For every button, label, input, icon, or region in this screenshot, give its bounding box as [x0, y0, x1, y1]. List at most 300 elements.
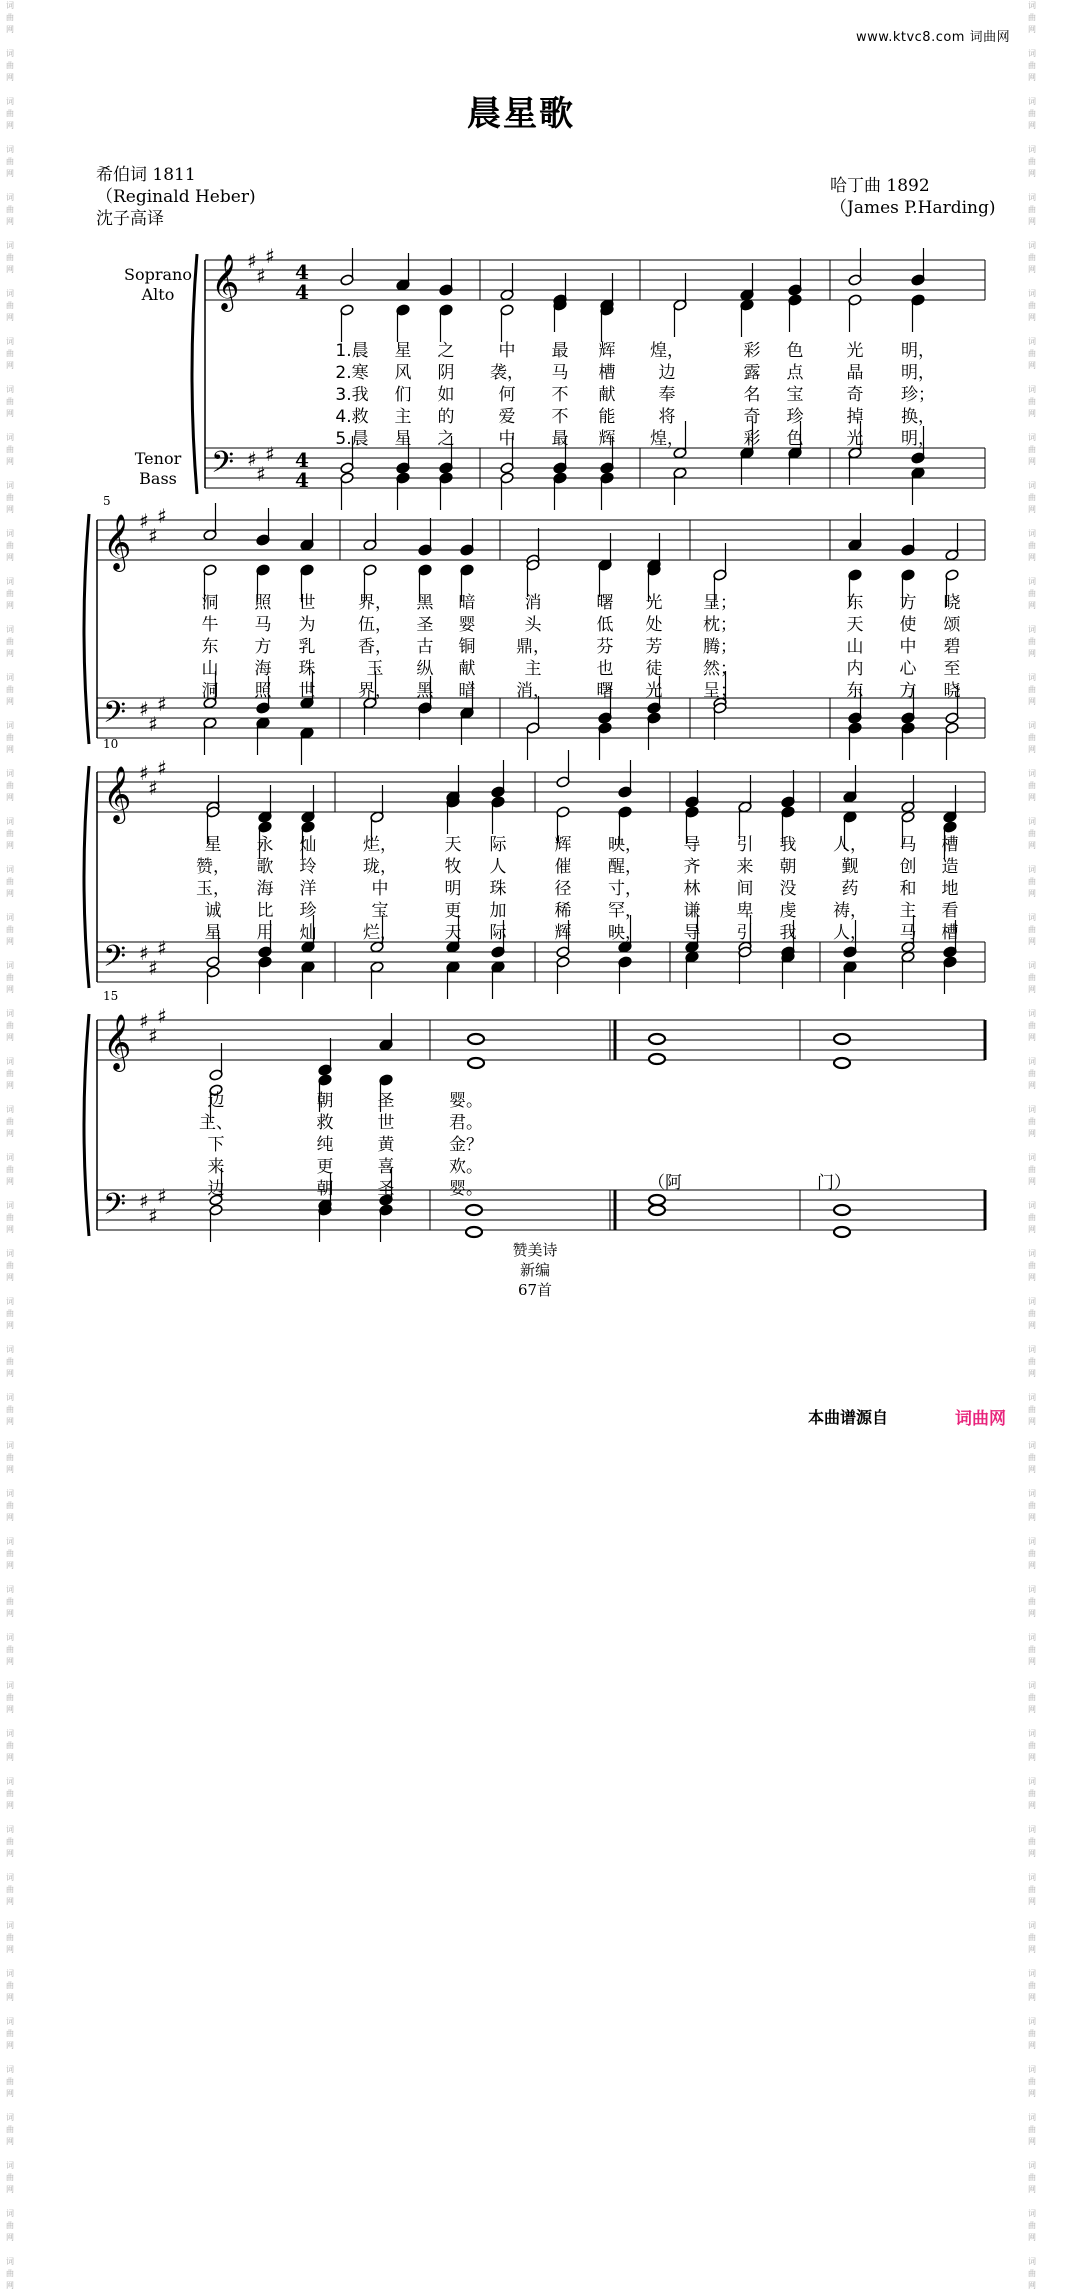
- whole-note: [649, 1054, 665, 1064]
- key-sharp: ♯: [157, 1004, 167, 1028]
- whole-note: [834, 1058, 850, 1068]
- lyric-syllable: 将: [658, 407, 676, 427]
- system2-lyrics-verse-4: [0, 654, 1042, 679]
- lyric-syllable: 洞: [201, 593, 219, 613]
- lyric-syllable: 枕；: [703, 615, 737, 635]
- lyric-syllable: 星: [394, 341, 412, 361]
- translator: 沈子高译: [96, 209, 164, 229]
- lyric-syllable: 奇: [846, 385, 864, 405]
- lyric-syllable: 鼎，: [516, 637, 550, 657]
- lyric-syllable: 曙: [596, 681, 614, 701]
- lyric-syllable: 救: [316, 1113, 334, 1133]
- whole-note: [834, 1205, 850, 1215]
- lyric-syllable: 颂: [943, 615, 961, 635]
- lyric-syllable: 色: [786, 341, 804, 361]
- lyric-syllable: 边: [207, 1179, 225, 1199]
- lyric-syllable: 朝: [316, 1179, 334, 1199]
- lyric-syllable: 金？: [449, 1135, 483, 1155]
- treble-clef-icon: 𝄞: [103, 1014, 132, 1070]
- lyric-syllable: 东: [846, 593, 864, 613]
- lyric-syllable: 珠: [489, 879, 507, 899]
- treble-clef-icon: 𝄞: [211, 254, 240, 310]
- lyric-syllable: 诚: [204, 901, 222, 921]
- lyric-syllable: 人，: [833, 923, 867, 943]
- lyric-syllable: 婴: [458, 615, 476, 635]
- lyric-syllable: 圣: [377, 1179, 395, 1199]
- system3-lyrics-verse-1: [0, 830, 1042, 855]
- lyric-syllable: 彩: [743, 341, 761, 361]
- lyric-syllable: 暗: [458, 681, 476, 701]
- key-sharp: ♯: [157, 936, 167, 960]
- lyric-syllable: 玉，: [196, 879, 230, 899]
- lyric-syllable: 下: [207, 1135, 225, 1155]
- lyric-syllable: 映，: [608, 923, 642, 943]
- lyric-syllable: 马: [551, 363, 569, 383]
- lyric-syllable: 主: [394, 407, 412, 427]
- lyric-syllable: 消: [524, 593, 542, 613]
- lyric-syllable: 晓: [943, 593, 961, 613]
- lyric-syllable: 3.我: [335, 385, 369, 405]
- lyric-syllable: 我: [779, 923, 797, 943]
- lyric-syllable: 主、: [199, 1113, 233, 1133]
- whole-note: [834, 1227, 850, 1237]
- whole-note: [468, 1034, 484, 1044]
- whole-note: [466, 1227, 482, 1237]
- lyric-syllable: 珑，: [363, 857, 397, 877]
- treble-clef-icon: 𝄞: [103, 766, 132, 822]
- lyric-syllable: 之: [437, 429, 455, 449]
- lyric-syllable: 马: [899, 835, 917, 855]
- source-hymnal: 赞美诗: [512, 1241, 558, 1259]
- system3-lyrics-verse-2: [0, 852, 1042, 877]
- key-sharp: ♯: [148, 956, 158, 980]
- lyric-syllable: 芬: [596, 637, 614, 657]
- whole-note: [649, 1205, 665, 1215]
- lyric-syllable: 暗: [458, 593, 476, 613]
- lyric-syllable: 牧: [444, 857, 462, 877]
- lyric-syllable: 天: [444, 923, 462, 943]
- lyric-syllable: 光: [846, 429, 864, 449]
- lyric-syllable: 珍: [299, 901, 317, 921]
- lyric-syllable: 煌，: [650, 341, 684, 361]
- lyric-syllable: 们: [394, 385, 412, 405]
- lyric-syllable: 呈；: [703, 681, 737, 701]
- lyric-syllable: 来: [207, 1157, 225, 1177]
- lyric-syllable: 永: [256, 835, 274, 855]
- system3-lyrics-verse-5: [0, 918, 1042, 943]
- lyric-syllable: 主: [899, 901, 917, 921]
- source-edition: 新编: [519, 1261, 550, 1279]
- lyric-syllable: 谦: [683, 901, 701, 921]
- soprano-label: Soprano: [124, 265, 192, 284]
- bass-clef-icon: 𝄢: [211, 446, 235, 487]
- lyric-syllable: 东: [846, 681, 864, 701]
- lyric-syllable: 奉: [658, 385, 676, 405]
- lyric-syllable: 铜: [458, 637, 476, 657]
- lyric-syllable: 比: [256, 901, 274, 921]
- lyric-syllable: 光: [846, 341, 864, 361]
- lyric-syllable: 献: [598, 385, 616, 405]
- lyric-syllable: 玉: [366, 659, 384, 679]
- time-sig-bottom: 4: [295, 468, 309, 492]
- site-header: www.ktvc8.com 词曲网: [856, 30, 1011, 45]
- lyric-syllable: 名: [743, 385, 761, 405]
- lyric-syllable: 辉: [554, 835, 572, 855]
- lyric-syllable: 边: [207, 1091, 225, 1111]
- source-number: 67首: [517, 1281, 553, 1299]
- lyric-syllable: 曙: [596, 593, 614, 613]
- lyric-syllable: 造: [941, 857, 959, 877]
- lyric-syllable: 玲: [299, 857, 317, 877]
- lyric-syllable: 罕，: [608, 901, 642, 921]
- whole-note: [834, 1034, 850, 1044]
- time-sig-top: 4: [295, 448, 309, 472]
- lyric-syllable: 灿: [299, 835, 317, 855]
- lyric-syllable: 世: [298, 681, 316, 701]
- lyric-syllable: 最: [551, 429, 569, 449]
- lyric-syllable: 引: [736, 923, 754, 943]
- key-sharp: ♯: [157, 1184, 167, 1208]
- amen-syllable: 门）: [817, 1173, 851, 1193]
- lyric-syllable: 映，: [608, 835, 642, 855]
- lyric-syllable: 古: [416, 637, 434, 657]
- composer-original: （James P.Harding): [830, 198, 996, 218]
- lyric-syllable: 照: [254, 681, 272, 701]
- lyric-syllable: 袭，: [490, 363, 524, 383]
- lyric-syllable: 洋: [299, 879, 317, 899]
- key-sharp: ♯: [247, 249, 257, 273]
- lyric-syllable: 之: [437, 341, 455, 361]
- treble-clef-icon: 𝄞: [103, 514, 132, 570]
- lyricist-name: 希伯词 1811: [96, 165, 196, 185]
- lyric-syllable: 卑: [736, 901, 754, 921]
- lyric-syllable: 香，: [358, 637, 392, 657]
- lyric-syllable: 明，: [901, 341, 935, 361]
- lyric-syllable: 地: [941, 879, 959, 899]
- lyric-syllable: 烂，: [363, 923, 397, 943]
- lyric-syllable: 纵: [416, 659, 434, 679]
- whole-note: [468, 1058, 484, 1068]
- lyric-syllable: 然；: [703, 659, 737, 679]
- lyric-syllable: 能: [598, 407, 616, 427]
- source-note: [0, 1240, 1070, 1300]
- key-sharp: ♯: [157, 756, 167, 780]
- system3-lyrics-verse-4: [0, 896, 1042, 921]
- lyric-syllable: 天: [444, 835, 462, 855]
- lyric-syllable: 用: [256, 923, 274, 943]
- right-watermark-strip: 词 曲 网 词 曲 网 词 曲 网 词 曲 网 词 曲 网 词 曲 网 词 曲 网 词 曲 网 词 曲 网 词 曲 网 词 曲 网 词 曲 网 词 曲 网 词 曲 网 词 曲 网 词 曲 网 词 曲 网 词 曲 网 词 曲 网 词 曲 网 词 曲 网 词 曲 网 词 曲 网 词 曲 网 词 曲 网 词 曲 网 词 曲 网 词 曲 网 词 曲 网 词 曲 网 词 曲 网 词 曲 网 词 曲 网 词 曲 网 词 曲 网 词 曲 网 词 曲 网 词 曲 网 词 曲 网 词 曲 网 词 曲 网 词 曲 网 词 曲 网 词 曲 网 词 曲 网 词 曲 网 词 曲 网 词 曲 网: [1028, 1, 1036, 2290]
- key-sharp: ♯: [256, 264, 266, 288]
- lyric-syllable: 内: [846, 659, 864, 679]
- lyric-syllable: 辉: [598, 341, 616, 361]
- lyric-syllable: 也: [596, 659, 614, 679]
- page-title: 晨星歌: [467, 94, 575, 134]
- time-sig-bottom: 4: [295, 280, 309, 304]
- lyric-syllable: 朝: [779, 857, 797, 877]
- key-sharp: ♯: [148, 1204, 158, 1228]
- lyric-syllable: 珍: [786, 407, 804, 427]
- footer-logo[interactable]: 词曲网: [955, 1409, 1006, 1429]
- system2-lyrics-verse-2: [0, 610, 1042, 635]
- lyric-syllable: 世: [298, 593, 316, 613]
- footer-source: 本曲谱源自: [808, 1408, 889, 1427]
- lyric-syllable: 芳: [645, 637, 663, 657]
- lyric-syllable: 马: [254, 615, 272, 635]
- lyric-syllable: 方: [899, 681, 917, 701]
- system3-lyrics-verse-3: [0, 874, 1042, 899]
- lyric-syllable: 喜: [377, 1157, 395, 1177]
- lyric-syllable: 阴: [437, 363, 455, 383]
- lyric-syllable: 明，: [901, 429, 935, 449]
- lyric-syllable: 祷，: [833, 901, 867, 921]
- system4-lyrics-verse-3: [0, 1130, 1042, 1155]
- tenor-label: Tenor: [134, 449, 182, 468]
- system2-lyrics-verse-3: [0, 632, 1042, 657]
- lyric-syllable: 处: [645, 615, 663, 635]
- lyric-syllable: 世: [377, 1113, 395, 1133]
- lyric-syllable: 光: [645, 681, 663, 701]
- left-watermark-strip: 词 曲 网 词 曲 网 词 曲 网 词 曲 网 词 曲 网 词 曲 网 词 曲 网 词 曲 网 词 曲 网 词 曲 网 词 曲 网 词 曲 网 词 曲 网 词 曲 网 词 曲 网 词 曲 网 词 曲 网 词 曲 网 词 曲 网 词 曲 网 词 曲 网 词 曲 网 词 曲 网 词 曲 网 词 曲 网 词 曲 网 词 曲 网 词 曲 网 词 曲 网 词 曲 网 词 曲 网 词 曲 网 词 曲 网 词 曲 网 词 曲 网 词 曲 网 词 曲 网 词 曲 网 词 曲 网 词 曲 网 词 曲 网 词 曲 网 词 曲 网 词 曲 网 词 曲 网 词 曲 网 词 曲 网 词 曲 网: [6, 1, 14, 2290]
- lyric-syllable: 灿: [299, 923, 317, 943]
- lyric-syllable: 换，: [901, 407, 935, 427]
- lyric-syllable: 婴。: [449, 1091, 483, 1111]
- key-sharp: ♯: [265, 244, 275, 268]
- lyric-syllable: 际: [489, 835, 507, 855]
- lyric-syllable: 创: [899, 857, 917, 877]
- system1-lyrics-verse-3: [0, 380, 1042, 405]
- lyric-syllable: 中: [498, 429, 516, 449]
- key-sharp: ♯: [256, 462, 266, 486]
- system2-lyrics-verse-1: [0, 588, 1042, 613]
- lyric-syllable: 径: [554, 879, 572, 899]
- lyric-syllable: 山: [846, 637, 864, 657]
- lyric-syllable: 醒，: [608, 857, 642, 877]
- lyric-syllable: 色: [786, 429, 804, 449]
- lyric-syllable: 晓: [943, 681, 961, 701]
- lyric-syllable: 心: [899, 659, 917, 679]
- lyric-syllable: 寸，: [608, 879, 642, 899]
- system4-lyrics-verse-2: [0, 1108, 1042, 1133]
- key-sharp: ♯: [148, 524, 158, 548]
- lyric-syllable: 煌，: [650, 429, 684, 449]
- lyric-syllable: 槽: [941, 835, 959, 855]
- key-sharp: ♯: [157, 692, 167, 716]
- lyric-syllable: 欢。: [449, 1157, 483, 1177]
- lyric-syllable: 方: [254, 637, 272, 657]
- key-sharp: ♯: [139, 697, 149, 721]
- lyric-syllable: 点: [786, 363, 804, 383]
- lyric-syllable: 圣: [377, 1091, 395, 1111]
- key-sharp: ♯: [247, 447, 257, 471]
- lyric-syllable: 来: [736, 857, 754, 877]
- system2-lyrics-verse-5: [0, 676, 1042, 701]
- lyric-syllable: 齐: [683, 857, 701, 877]
- lyric-syllable: 圣: [416, 615, 434, 635]
- alto-label: Alto: [141, 285, 175, 304]
- lyric-syllable: 珍；: [901, 385, 935, 405]
- composer-name: 哈丁曲 1892: [830, 176, 930, 196]
- lyric-syllable: 宝: [371, 901, 389, 921]
- lyric-syllable: 明: [444, 879, 462, 899]
- lyric-syllable: 黑: [416, 681, 434, 701]
- lyric-syllable: 山: [201, 659, 219, 679]
- lyric-syllable: 更: [316, 1157, 334, 1177]
- lyric-syllable: 光: [645, 593, 663, 613]
- lyric-syllable: 彩: [743, 429, 761, 449]
- key-sharp: ♯: [139, 1009, 149, 1033]
- lyric-syllable: 星: [394, 429, 412, 449]
- lyric-syllable: 和: [899, 879, 917, 899]
- lyric-syllable: 洞: [201, 681, 219, 701]
- lyric-syllable: 为: [298, 615, 316, 635]
- lyric-syllable: 婴。: [449, 1179, 483, 1199]
- lyric-syllable: 海: [256, 879, 274, 899]
- lyric-syllable: 边: [658, 363, 676, 383]
- lyric-syllable: 的: [437, 407, 455, 427]
- lyric-syllable: 槽: [598, 363, 616, 383]
- lyric-syllable: 风: [394, 363, 412, 383]
- lyric-syllable: 星: [204, 835, 222, 855]
- lyric-syllable: 露: [743, 363, 761, 383]
- lyric-syllable: 头: [524, 615, 542, 635]
- lyric-syllable: 赞，: [196, 857, 230, 877]
- lyric-syllable: 催: [554, 857, 572, 877]
- system1-lyrics-verse-4: [0, 402, 1042, 427]
- lyric-syllable: 间: [736, 879, 754, 899]
- lyric-syllable: 何: [498, 385, 516, 405]
- lyric-syllable: 晶: [846, 363, 864, 383]
- lyric-syllable: 界，: [358, 593, 392, 613]
- whole-note: [649, 1034, 665, 1044]
- key-sharp: ♯: [265, 442, 275, 466]
- lyric-syllable: 照: [254, 593, 272, 613]
- lyric-syllable: 引: [736, 835, 754, 855]
- key-sharp: ♯: [157, 504, 167, 528]
- amen-syllable: （阿: [648, 1173, 682, 1193]
- lyric-syllable: 不: [551, 385, 569, 405]
- lyric-syllable: 献: [458, 659, 476, 679]
- lyric-syllable: 牛: [201, 615, 219, 635]
- lyric-syllable: 珠: [298, 659, 316, 679]
- lyric-syllable: 徒: [645, 659, 663, 679]
- lyric-syllable: 朝: [316, 1091, 334, 1111]
- lyric-syllable: 药: [841, 879, 859, 899]
- bass-clef-icon: 𝄢: [103, 1188, 127, 1229]
- lyric-syllable: 5.晨: [335, 429, 369, 449]
- lyric-syllable: 黑: [416, 593, 434, 613]
- key-sharp: ♯: [148, 776, 158, 800]
- lyric-syllable: 东: [201, 637, 219, 657]
- lyric-syllable: 如: [437, 385, 455, 405]
- lyric-syllable: 不: [551, 407, 569, 427]
- key-sharp: ♯: [139, 941, 149, 965]
- lyric-syllable: 看: [941, 901, 959, 921]
- lyric-syllable: 1.晨: [335, 341, 369, 361]
- system1-lyrics-verse-2: [0, 358, 1042, 383]
- lyricist-original: （Reginald Heber): [96, 187, 256, 207]
- bass-clef-icon: 𝄢: [103, 940, 127, 981]
- measure-number: 10: [103, 737, 119, 751]
- whole-note: [649, 1195, 665, 1205]
- lyric-syllable: 明，: [901, 363, 935, 383]
- system1-lyrics-verse-5: [0, 424, 1042, 449]
- lyric-syllable: 加: [489, 901, 507, 921]
- lyric-syllable: 更: [444, 901, 462, 921]
- lyric-syllable: 人: [489, 857, 507, 877]
- lyric-syllable: 虔: [779, 901, 797, 921]
- lyric-syllable: 消，: [516, 681, 550, 701]
- system1-lyrics-verse-1: [0, 336, 1042, 361]
- lyric-syllable: 腾；: [703, 637, 737, 657]
- system4-lyrics-verse-1: [0, 1086, 1042, 1111]
- lyric-syllable: 低: [596, 615, 614, 635]
- key-sharp: ♯: [139, 761, 149, 785]
- lyric-syllable: 槽: [941, 923, 959, 943]
- lyric-syllable: 掉: [846, 407, 864, 427]
- lyric-syllable: 中: [899, 637, 917, 657]
- lyric-syllable: 烂，: [363, 835, 397, 855]
- lyric-syllable: 导: [683, 835, 701, 855]
- lyric-syllable: 君。: [449, 1113, 483, 1133]
- lyric-syllable: 最: [551, 341, 569, 361]
- lyric-syllable: 界，: [358, 681, 392, 701]
- lyric-syllable: 辉: [598, 429, 616, 449]
- lyric-syllable: 中: [498, 341, 516, 361]
- lyric-syllable: 方: [899, 593, 917, 613]
- lyric-syllable: 星: [204, 923, 222, 943]
- lyric-syllable: 呈；: [703, 593, 737, 613]
- lyric-syllable: 人，: [833, 835, 867, 855]
- key-sharp: ♯: [139, 509, 149, 533]
- lyric-syllable: 海: [254, 659, 272, 679]
- key-sharp: ♯: [148, 712, 158, 736]
- lyric-syllable: 稀: [554, 901, 572, 921]
- lyric-syllable: 乳: [298, 637, 316, 657]
- lyric-syllable: 际: [489, 923, 507, 943]
- measure-number: 15: [103, 989, 119, 1003]
- lyric-syllable: 林: [683, 879, 701, 899]
- lyric-syllable: 2.寒: [335, 363, 369, 383]
- key-sharp: ♯: [148, 1024, 158, 1048]
- lyric-syllable: 马: [899, 923, 917, 943]
- lyric-syllable: 我: [779, 835, 797, 855]
- lyric-syllable: 天: [846, 615, 864, 635]
- bass-clef-icon: 𝄢: [103, 696, 127, 737]
- amen-lyric: [0, 1168, 1042, 1193]
- lyric-syllable: 觐: [841, 857, 859, 877]
- lyric-syllable: 主: [524, 659, 542, 679]
- lyric-syllable: 伍，: [358, 615, 392, 635]
- lyric-syllable: 导: [683, 923, 701, 943]
- lyric-syllable: 碧: [943, 637, 961, 657]
- bass-label: Bass: [139, 469, 177, 488]
- lyric-syllable: 使: [899, 615, 917, 635]
- lyric-syllable: 4.救: [335, 407, 369, 427]
- key-sharp: ♯: [139, 1189, 149, 1213]
- measure-number: 5: [103, 494, 111, 508]
- lyric-syllable: 奇: [743, 407, 761, 427]
- time-sig-top: 4: [295, 260, 309, 284]
- lyric-syllable: 歌: [256, 857, 274, 877]
- lyric-syllable: 辉: [554, 923, 572, 943]
- lyric-syllable: 宝: [786, 385, 804, 405]
- lyric-syllable: 至: [943, 659, 961, 679]
- whole-note: [466, 1205, 482, 1215]
- lyric-syllable: 没: [779, 879, 797, 899]
- lyric-syllable: 中: [371, 879, 389, 899]
- lyric-syllable: 爱: [498, 407, 516, 427]
- lyric-syllable: 黄: [377, 1135, 395, 1155]
